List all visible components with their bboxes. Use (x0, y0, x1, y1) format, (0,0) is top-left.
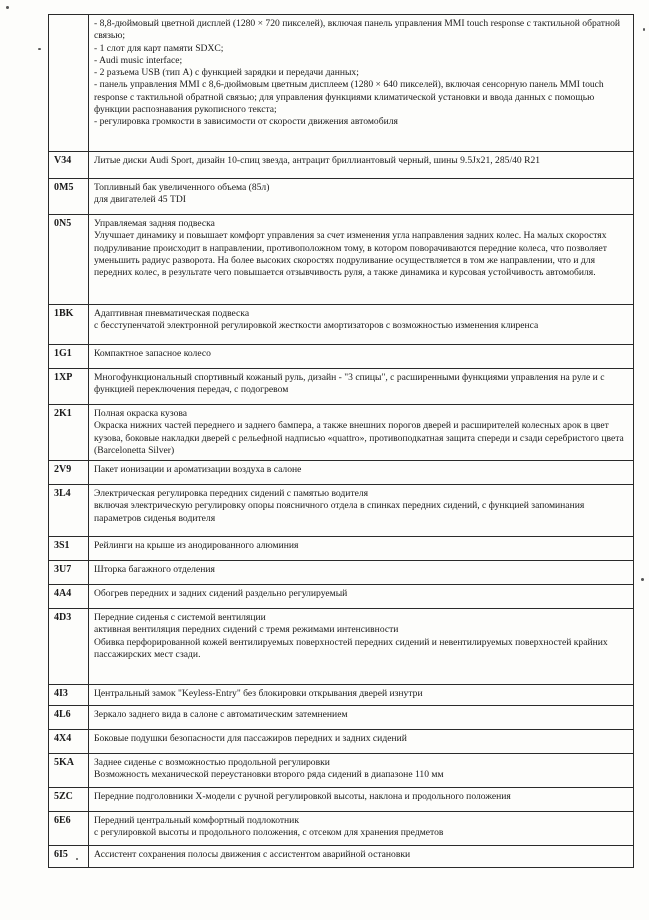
option-description-line: Обивка перфорированной кожей вентилируемых поверхностей передних сидений и невентилируемых поверхностей крайних пассажирских мест сзади. (94, 636, 608, 661)
option-row (49, 609, 634, 685)
option-description-line: включая электрическую регулировку опоры поясничного отдела в спинках передних сидений, с функцией запоминания параметров сиденья водителя (94, 500, 585, 524)
option-code: 4A4 (49, 585, 89, 609)
option-row (49, 685, 634, 706)
option-row (49, 754, 634, 788)
option-description-line: Зеркало заднего вида в салоне с автоматическим затемнением (94, 709, 348, 721)
option-description-line: Ассистент сохранения полосы движения с ассистентом аварийной остановки (94, 849, 411, 861)
options-table-body (49, 15, 634, 868)
option-description-line: Шторка багажного отделения (94, 564, 215, 576)
option-code: 2K1 (49, 405, 89, 461)
option-description-line: Передние подголовники X-модели с ручной регулировкой высоты, наклона и продольного положения (94, 791, 511, 803)
option-row (49, 461, 634, 485)
option-description (89, 846, 634, 868)
option-row (49, 152, 634, 179)
option-description-line: - 1 слот для карт памяти SDXC; (94, 42, 224, 54)
options-table (48, 14, 634, 868)
option-description (89, 788, 634, 812)
option-description-line: Окраска нижних частей переднего и заднего бампера, а также внешних порогов дверей и расширителей колесных арок в цвет кузова, боковые накладки дверей с рельефной надписью «quattro», противоподкатная защита спереди и сзади серебристого цвета (Barcelonetta Silver) (94, 420, 624, 456)
option-code: 3L4 (49, 485, 89, 537)
option-description-line: - панель управления MMI с 8,6-дюймовым цветным дисплеем (1280 × 640 пикселей), включая сенсорную панель MMI touch response с тактильной обратной связью; для управления функциями климатической установки и ввода данных с помощью функции распознавания рукописного текста; (94, 79, 604, 116)
option-code: 1XP (49, 369, 89, 405)
option-description-line: Литые диски Audi Sport, дизайн 10-спиц звезда, антрацит бриллиантовый черный, шины 9.5Jx21, 285/40 R21 (94, 155, 541, 166)
option-description-line: Центральный замок "Keyless-Entry" без блокировки открывания дверей изнутри (94, 688, 423, 700)
option-description-line: - 2 разъема USB (тип А) с функцией зарядки и передачи данных; (94, 67, 359, 79)
option-code: 0M5 (49, 179, 89, 215)
option-description (89, 369, 634, 405)
option-description-line: Топливный бак увеличенного объема (85л) (94, 182, 270, 193)
option-description-line: Боковые подушки безопасности для пассажиров передних и задних сидений (94, 733, 407, 745)
option-code: 4X4 (49, 730, 89, 754)
option-description-line: Рейлинги на крыше из анодированного алюминия (94, 540, 299, 552)
option-description (89, 754, 634, 788)
option-code: V34 (49, 152, 89, 179)
option-row (49, 561, 634, 585)
option-description (89, 561, 634, 585)
option-row (49, 15, 634, 152)
option-description-line: Пакет ионизации и ароматизации воздуха в салоне (94, 464, 302, 476)
option-description-line: Адаптивная пневматическая подвеска (94, 308, 250, 319)
option-description-line: Многофункциональный спортивный кожаный руль, дизайн - "3 спицы", с расширенными функциями управления на руле и с функцией переключения передач, с подогревом (94, 372, 605, 396)
option-code: 3S1 (49, 537, 89, 561)
scan-speck (643, 28, 645, 31)
option-description (89, 15, 634, 152)
option-description (89, 305, 634, 345)
option-description (89, 152, 634, 179)
scan-speck (641, 578, 644, 581)
option-code: 4I3 (49, 685, 89, 706)
option-description (89, 537, 634, 561)
option-description (89, 461, 634, 485)
option-description-line: активная вентиляция передних сидений с тремя режимами интенсивности (94, 624, 399, 636)
option-row (49, 706, 634, 730)
option-description-line: Возможность механической переустановки второго ряда сидений в диапазоне 110 мм (94, 769, 444, 781)
option-description (89, 812, 634, 846)
option-row (49, 485, 634, 537)
option-description-line: Электрическая регулировка передних сидений с памятью водителя (94, 488, 369, 500)
option-description (89, 609, 634, 685)
option-description-line: с бесступенчатой электронной регулировкой жесткости амортизаторов с возможностью изменения клиренса (94, 320, 539, 332)
option-description (89, 405, 634, 461)
option-description-line: с регулировкой высоты и продольного положения, с отсеком для хранения предметов (94, 827, 444, 839)
option-description (89, 179, 634, 215)
option-description-line: для двигателей 45 TDI (94, 194, 186, 206)
option-code: 4L6 (49, 706, 89, 730)
option-description-line: Полная окраска кузова (94, 408, 188, 419)
option-row (49, 369, 634, 405)
option-description-line: Улучшает динамику и повышает комфорт управления за счет изменения угла направления задних колес. На малых скоростях подруливание происходит в направлении, противоположном тому, в котором поворачиваются передние колеса, что позволяет уменьшить радиус разворота. На более высоких скоростях подруливание осуществляется в том же направлении, что и для передних колес, в результате чего повышается отзывчивость руля, а также динамика и курсовая устойчивость автомобиля. (94, 230, 607, 279)
option-row (49, 179, 634, 215)
option-code (49, 15, 89, 152)
option-description (89, 485, 634, 537)
option-description-line: Заднее сиденье с возможностью продольной регулировки (94, 757, 330, 769)
option-row (49, 846, 634, 868)
option-description (89, 706, 634, 730)
option-row (49, 305, 634, 345)
option-description-line: Компактное запасное колесо (94, 348, 211, 359)
option-description-line: Обогрев передних и задних сидений раздельно регулируемый (94, 588, 348, 600)
option-row (49, 345, 634, 369)
option-description-line: Передний центральный комфортный подлокотник (94, 815, 299, 827)
option-row (49, 730, 634, 754)
option-code: 2V9 (49, 461, 89, 485)
option-description-line: - регулировка громкости в зависимости от скорости движения автомобиля (94, 116, 398, 128)
option-description-line: Управляемая задняя подвеска (94, 218, 215, 229)
option-code: 4D3 (49, 609, 89, 685)
option-code: 1BK (49, 305, 89, 345)
option-row (49, 537, 634, 561)
option-code: 5KA (49, 754, 89, 788)
option-code: 1G1 (49, 345, 89, 369)
option-code: 6I5 (49, 846, 89, 868)
option-description (89, 585, 634, 609)
option-row (49, 405, 634, 461)
option-code: 0N5 (49, 215, 89, 305)
option-code: 6E6 (49, 812, 89, 846)
option-code: 5ZC (49, 788, 89, 812)
option-row (49, 788, 634, 812)
option-description (89, 730, 634, 754)
option-row (49, 812, 634, 846)
option-description-line: Передние сиденья с системой вентиляции (94, 612, 266, 624)
option-description (89, 215, 634, 305)
option-description (89, 685, 634, 706)
option-description-line: - Audi music interface; (94, 54, 183, 66)
scan-speck (6, 6, 9, 9)
option-description-line: - 8,8-дюймовый цветной дисплей (1280 × 720 пикселей), включая панель управления MMI touch response с тактильной обратной связью; (94, 18, 621, 42)
option-row (49, 215, 634, 305)
option-row (49, 585, 634, 609)
scan-speck (38, 48, 41, 50)
option-code: 3U7 (49, 561, 89, 585)
option-description (89, 345, 634, 369)
